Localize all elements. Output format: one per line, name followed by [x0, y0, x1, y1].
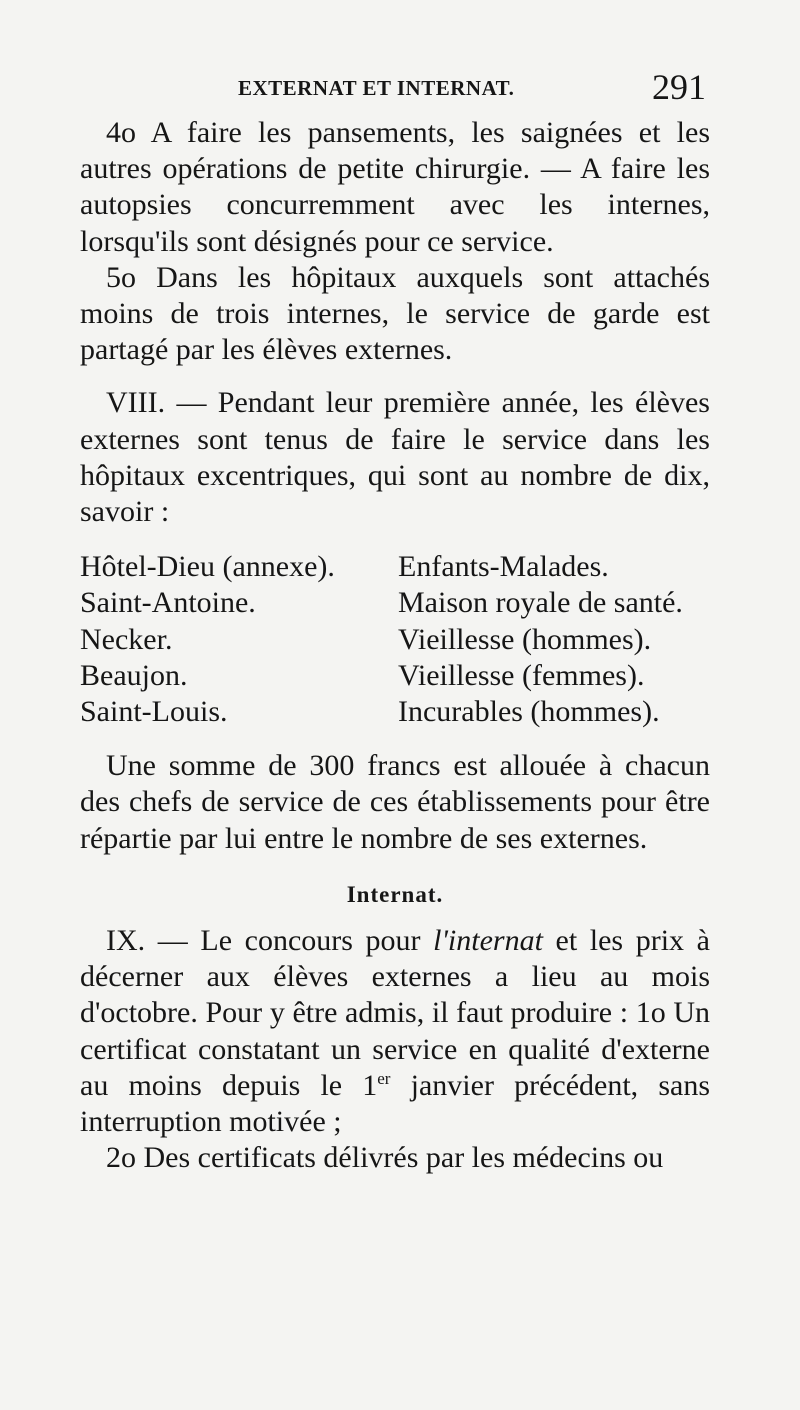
hospital-left-1: Hôtel-Dieu (annexe).: [80, 550, 335, 584]
paragraph-4o: 4o A faire les pansements, les saignées et les autres opérations de petite chirurgie. — A faire les autopsies concurremment avec les internes, lorsqu'ils sont désignés pour ce service.: [80, 116, 710, 258]
ix-text-end: janvier précédent, sans interruption motivée ;: [80, 1068, 710, 1139]
ix-text-mid: et les prix à décerner aux élèves externes a lieu au mois d'octobre. Pour y être admis, il faut produire : 1o Un certificat constatant un service en qualité d'externe au moins depuis le 1: [80, 924, 710, 1102]
hospital-right-3: Vieillesse (hommes).: [398, 622, 652, 656]
paragraph-ix: [80, 923, 710, 1140]
body-text: [80, 115, 710, 1176]
hospital-left-4: Beaujon.: [80, 658, 188, 692]
ix-text-start: IX. — Le concours pour: [106, 924, 434, 958]
hospital-left-3: Necker.: [80, 622, 173, 656]
running-head-title: EXTERNAT ET INTERNAT.: [238, 76, 515, 100]
paragraph-somme: Une somme de 300 francs est allouée à chacun des chefs de service de ces établissements pour être répartie par lui entre le nombre de ses externes.: [80, 749, 710, 855]
hospital-left-2: Saint-Antoine.: [80, 586, 256, 620]
paragraph-viii: VIII. — Pendant leur première année, les élèves externes sont tenus de faire le service dans les hôpitaux excentriques, qui sont au nombre de dix, savoir :: [80, 386, 710, 529]
hospital-right-4: Vieillesse (femmes).: [398, 658, 645, 692]
hospital-right-2: Maison royale de santé.: [398, 586, 683, 620]
paragraph-5o: 5o Dans les hôpitaux auxquels sont attachés moins de trois internes, le service de garde est partagé par les élèves externes.: [80, 260, 710, 367]
section-title-internat: Internat.: [346, 881, 444, 907]
hospital-left-5: Saint-Louis.: [80, 695, 228, 729]
ix-superscript-er: er: [377, 1068, 391, 1088]
hospital-list: [80, 549, 710, 730]
ix-italic-internat: l'internat: [433, 924, 543, 958]
hospital-right-1: Enfants-Malades.: [398, 550, 609, 584]
running-head: [0, 66, 800, 106]
hospital-right-5: Incurables (hommes).: [398, 695, 660, 729]
paragraph-2o: 2o Des certificats délivrés par les médecins ou: [106, 1141, 664, 1175]
page-number: 291: [652, 67, 706, 107]
